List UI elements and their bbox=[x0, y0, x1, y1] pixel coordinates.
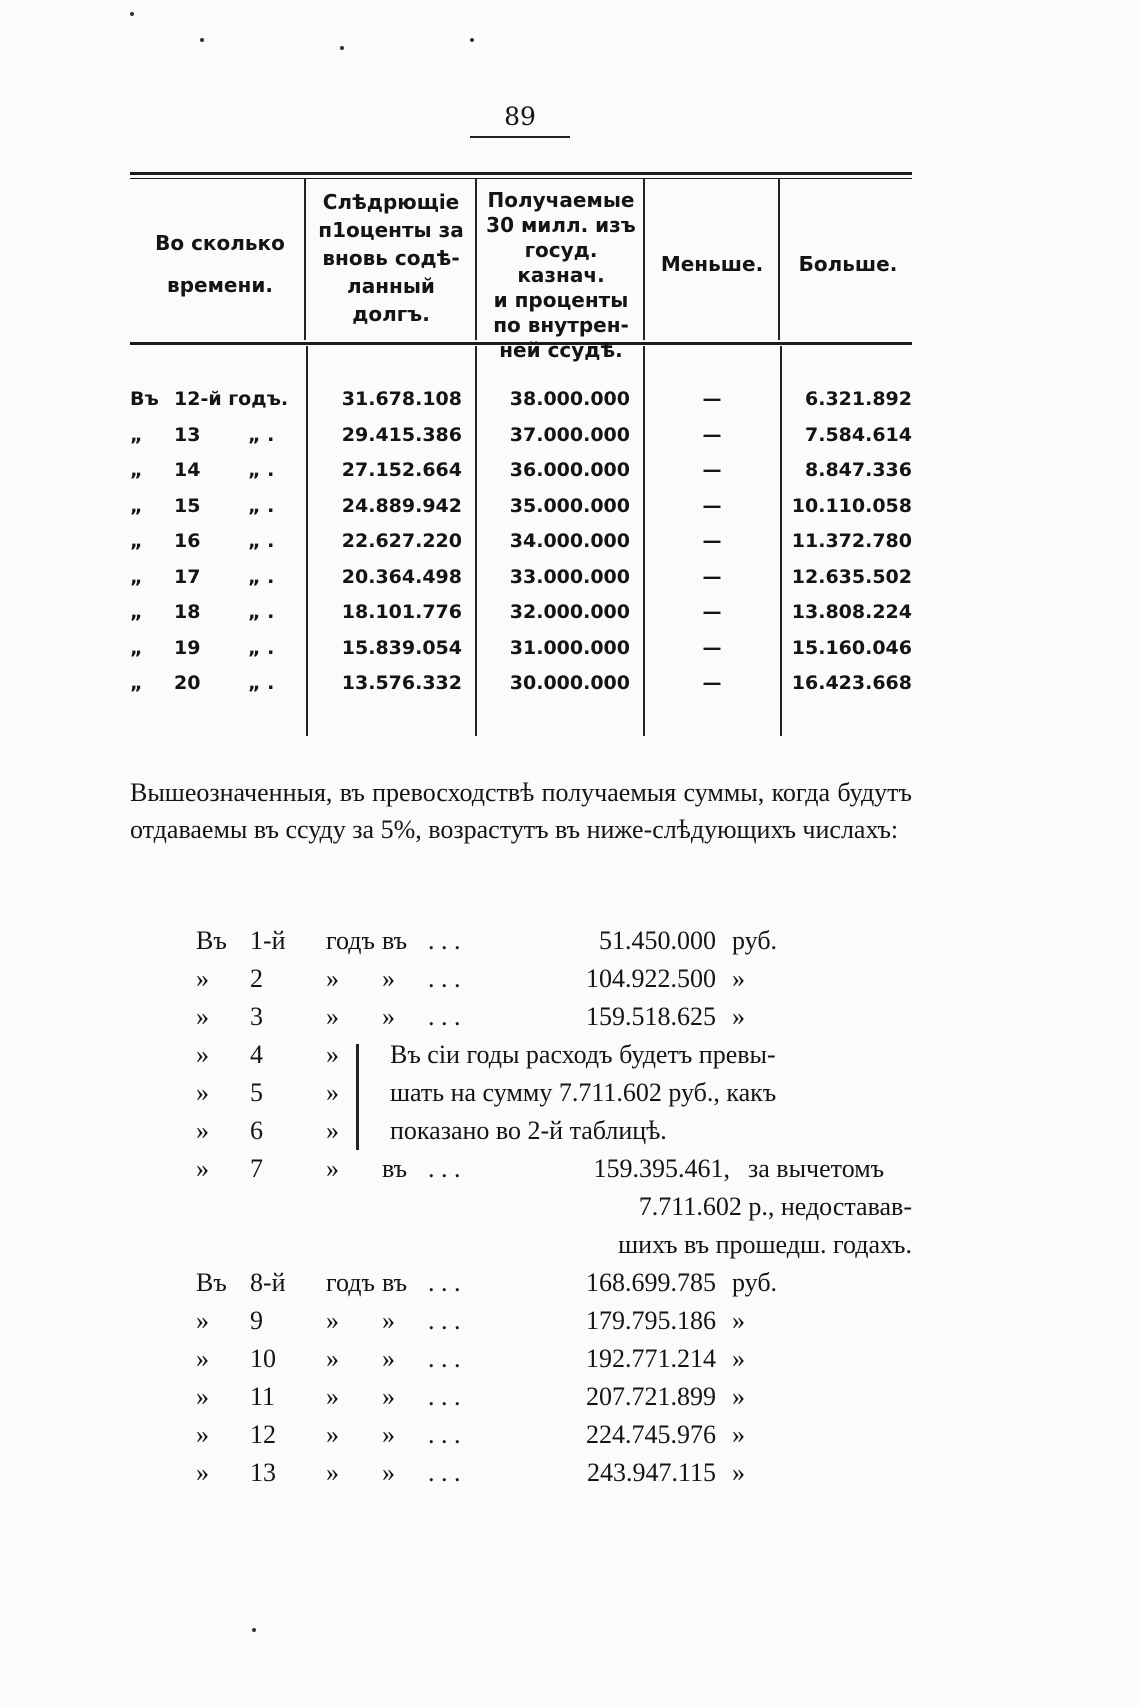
list-in: » bbox=[382, 1420, 395, 1449]
list-year-word: годъ bbox=[326, 1268, 375, 1297]
list-unit: руб. bbox=[732, 1268, 778, 1297]
list-prefix: » bbox=[196, 1002, 209, 1031]
brace-note-line: шать на сумму 7.711.602 руб., какъ bbox=[390, 1078, 777, 1107]
list-prefix: » bbox=[196, 1116, 209, 1145]
list-item bbox=[0, 1002, 1140, 1036]
cell-received: 32.000.000 bbox=[509, 601, 630, 623]
table-top-rule-thin bbox=[130, 178, 912, 179]
list-in: » bbox=[382, 1458, 395, 1487]
row-year: 19 bbox=[174, 637, 201, 659]
list-leader: . . . bbox=[428, 1002, 461, 1031]
list-year: 12 bbox=[250, 1420, 276, 1449]
cell-interest: 18.101.776 bbox=[341, 601, 462, 623]
row-year-prefix: „ bbox=[130, 424, 143, 446]
list-year-word: » bbox=[326, 1154, 339, 1183]
cell-less: — bbox=[702, 672, 722, 694]
list-unit: » bbox=[732, 1344, 745, 1373]
row-year: 14 bbox=[174, 459, 201, 481]
list-leader: . . . bbox=[428, 1382, 461, 1411]
list-item bbox=[0, 1306, 1140, 1340]
list-amount: 224.745.976 bbox=[586, 1420, 716, 1449]
list-unit: руб. bbox=[732, 926, 778, 955]
list-year: 13 bbox=[250, 1458, 276, 1487]
list-prefix: Въ bbox=[196, 1268, 227, 1297]
cell-received: 35.000.000 bbox=[509, 495, 630, 517]
header-more: Больше. bbox=[798, 252, 898, 276]
cell-more: 10.110.058 bbox=[791, 495, 912, 517]
list-prefix: » bbox=[196, 1040, 209, 1069]
list-amount: 159.395.461, bbox=[593, 1154, 730, 1183]
column-divider bbox=[304, 178, 306, 340]
row-year-prefix: „ bbox=[130, 637, 143, 659]
list-year-word: » bbox=[326, 1458, 339, 1487]
paragraph: Вышеозначенныя, въ превосходствѣ получаемыя суммы, когда будутъ отдаваемы въ ссуду за 5%, возрастутъ въ ниже-слѣдующихъ числахъ: bbox=[130, 778, 912, 844]
cell-interest: 29.415.386 bbox=[341, 424, 462, 446]
list-leader: . . . bbox=[428, 926, 461, 955]
cell-interest: 22.627.220 bbox=[341, 530, 462, 552]
list-year: 10 bbox=[250, 1344, 276, 1373]
list-year-word: годъ bbox=[326, 926, 375, 955]
list-leader: . . . bbox=[428, 1268, 461, 1297]
cell-interest: 24.889.942 bbox=[341, 495, 462, 517]
brace-note-line: Въ сіи годы расходъ будетъ превы- bbox=[390, 1040, 776, 1069]
page-number-rule bbox=[470, 136, 570, 138]
row-year: 18 bbox=[174, 601, 201, 623]
list-item bbox=[0, 1230, 1140, 1264]
list-year-word: » bbox=[326, 1040, 339, 1069]
row-year-prefix: „ bbox=[130, 566, 143, 588]
row-ditto: „ . bbox=[248, 530, 275, 552]
row-year: 17 bbox=[174, 566, 201, 588]
list-item bbox=[0, 1382, 1140, 1416]
list-amount: 168.699.785 bbox=[586, 1268, 716, 1297]
list-item bbox=[0, 1192, 1140, 1226]
list-year-word: » bbox=[326, 1002, 339, 1031]
list-year-word: » bbox=[326, 1116, 339, 1145]
cell-less: — bbox=[702, 566, 722, 588]
list-item bbox=[0, 1458, 1140, 1492]
list-in: » bbox=[382, 1306, 395, 1335]
row-ditto: „ . bbox=[248, 637, 275, 659]
speck bbox=[130, 12, 134, 16]
cell-received: 36.000.000 bbox=[509, 459, 630, 481]
list-amount: 159.518.625 bbox=[586, 1002, 716, 1031]
row-year-prefix: Въ bbox=[130, 388, 159, 410]
list-item bbox=[0, 1268, 1140, 1302]
list-deduction-continuation: шихъ въ прошедш. годахъ. bbox=[618, 1230, 912, 1259]
list-item bbox=[0, 964, 1140, 998]
list-in: » bbox=[382, 1344, 395, 1373]
list-year-word: » bbox=[326, 1344, 339, 1373]
header-received-treasury: Получаемые 30 милл. изъ госуд. казнач. и проценты по внутрен- ней ссудѣ. bbox=[486, 188, 636, 362]
list-amount: 243.947.115 bbox=[586, 1458, 716, 1487]
cell-more: 11.372.780 bbox=[791, 530, 912, 552]
list-leader: . . . bbox=[428, 1420, 461, 1449]
row-year: 20 bbox=[174, 672, 201, 694]
list-leader: . . . bbox=[428, 1306, 461, 1335]
list-prefix: » bbox=[196, 1382, 209, 1411]
cell-more: 12.635.502 bbox=[791, 566, 912, 588]
cell-received: 33.000.000 bbox=[509, 566, 630, 588]
table-top-rule bbox=[130, 172, 912, 175]
list-in: » bbox=[382, 1382, 395, 1411]
list-prefix: » bbox=[196, 1078, 209, 1107]
list-year: 6 bbox=[250, 1116, 263, 1145]
header-less: Меньше. bbox=[660, 252, 764, 276]
cell-less: — bbox=[702, 388, 722, 410]
cell-interest: 13.576.332 bbox=[341, 672, 462, 694]
row-ditto: „ . bbox=[248, 601, 275, 623]
page-number: 89 bbox=[504, 102, 536, 131]
cell-interest: 31.678.108 bbox=[341, 388, 462, 410]
cell-less: — bbox=[702, 459, 722, 481]
list-unit: » bbox=[732, 1382, 745, 1411]
list-leader: . . . bbox=[428, 964, 461, 993]
list-deduction-note: за вычетомъ bbox=[748, 1154, 885, 1183]
list-amount: 179.795.186 bbox=[586, 1306, 716, 1335]
list-amount: 51.450.000 bbox=[599, 926, 716, 955]
list-prefix: » bbox=[196, 1344, 209, 1373]
row-year-prefix: „ bbox=[130, 672, 143, 694]
list-year: 2 bbox=[250, 964, 263, 993]
list-year: 1-й bbox=[250, 926, 286, 955]
cell-more: 6.321.892 bbox=[805, 388, 912, 410]
cell-more: 13.808.224 bbox=[791, 601, 912, 623]
row-ditto: „ . bbox=[248, 495, 275, 517]
list-prefix: Въ bbox=[196, 926, 227, 955]
list-leader: . . . bbox=[428, 1154, 461, 1183]
row-year-prefix: „ bbox=[130, 530, 143, 552]
cell-less: — bbox=[702, 530, 722, 552]
cell-interest: 20.364.498 bbox=[341, 566, 462, 588]
row-ditto: „ . bbox=[248, 566, 275, 588]
list-year-word: » bbox=[326, 1078, 339, 1107]
column-divider bbox=[643, 346, 645, 736]
list-leader: . . . bbox=[428, 1344, 461, 1373]
list-year: 4 bbox=[250, 1040, 263, 1069]
speck bbox=[340, 46, 344, 50]
speck bbox=[252, 1628, 256, 1632]
list-deduction-continuation: 7.711.602 р., недоставав- bbox=[638, 1192, 912, 1221]
header-duration: Во сколько времени. bbox=[155, 231, 285, 297]
list-unit: » bbox=[732, 1458, 745, 1487]
cell-more: 8.847.336 bbox=[805, 459, 912, 481]
cell-received: 37.000.000 bbox=[509, 424, 630, 446]
list-unit: » bbox=[732, 1306, 745, 1335]
row-year-prefix: „ bbox=[130, 459, 143, 481]
list-year: 5 bbox=[250, 1078, 263, 1107]
list-item bbox=[0, 1344, 1140, 1378]
list-leader: . . . bbox=[428, 1458, 461, 1487]
cell-received: 31.000.000 bbox=[509, 637, 630, 659]
list-year: 7 bbox=[250, 1154, 263, 1183]
list-in: въ bbox=[382, 1268, 408, 1297]
speck bbox=[200, 38, 204, 42]
row-ditto: „ . bbox=[248, 672, 275, 694]
speck bbox=[470, 38, 474, 42]
list-year: 11 bbox=[250, 1382, 276, 1411]
list-item bbox=[0, 1154, 1140, 1188]
list-unit: » bbox=[732, 1002, 745, 1031]
header-interest-new-debt: Слѣдрющіе п1оценты за вновь содѣ- ланный долгъ. bbox=[318, 190, 464, 326]
list-item bbox=[0, 926, 1140, 960]
list-year-word: » bbox=[326, 1420, 339, 1449]
column-divider bbox=[778, 178, 780, 340]
row-year-prefix: „ bbox=[130, 601, 143, 623]
cell-less: — bbox=[702, 495, 722, 517]
list-item bbox=[0, 1420, 1140, 1454]
list-prefix: » bbox=[196, 1420, 209, 1449]
list-prefix: » bbox=[196, 964, 209, 993]
list-prefix: » bbox=[196, 1306, 209, 1335]
list-prefix: » bbox=[196, 1458, 209, 1487]
cell-more: 16.423.668 bbox=[791, 672, 912, 694]
list-in: въ bbox=[382, 1154, 408, 1183]
list-year: 9 bbox=[250, 1306, 263, 1335]
list-in: въ bbox=[382, 926, 408, 955]
brace bbox=[356, 1044, 369, 1150]
list-year: 3 bbox=[250, 1002, 263, 1031]
list-in: » bbox=[382, 964, 395, 993]
cell-received: 30.000.000 bbox=[509, 672, 630, 694]
row-year: 16 bbox=[174, 530, 201, 552]
list-amount: 207.721.899 bbox=[586, 1382, 716, 1411]
list-amount: 104.922.500 bbox=[586, 964, 716, 993]
cell-less: — bbox=[702, 601, 722, 623]
list-year-word: » bbox=[326, 964, 339, 993]
cell-interest: 15.839.054 bbox=[341, 637, 462, 659]
cell-received: 34.000.000 bbox=[509, 530, 630, 552]
list-prefix: » bbox=[196, 1154, 209, 1183]
cell-less: — bbox=[702, 424, 722, 446]
column-divider bbox=[475, 178, 477, 340]
cell-received: 38.000.000 bbox=[509, 388, 630, 410]
row-year: 13 bbox=[174, 424, 201, 446]
row-ditto: „ . bbox=[248, 424, 275, 446]
list-year: 8-й bbox=[250, 1268, 286, 1297]
cell-more: 7.584.614 bbox=[805, 424, 912, 446]
cell-interest: 27.152.664 bbox=[341, 459, 462, 481]
list-unit: » bbox=[732, 964, 745, 993]
list-amount: 192.771.214 bbox=[586, 1344, 716, 1373]
list-unit: » bbox=[732, 1420, 745, 1449]
row-year-prefix: „ bbox=[130, 495, 143, 517]
brace-note-line: показано во 2-й таблицѣ. bbox=[390, 1116, 667, 1145]
row-year: 12-й годъ. bbox=[174, 388, 289, 410]
cell-more: 15.160.046 bbox=[791, 637, 912, 659]
cell-less: — bbox=[702, 637, 722, 659]
list-in: » bbox=[382, 1002, 395, 1031]
row-year: 15 bbox=[174, 495, 201, 517]
row-ditto: „ . bbox=[248, 459, 275, 481]
list-year-word: » bbox=[326, 1382, 339, 1411]
list-year-word: » bbox=[326, 1306, 339, 1335]
